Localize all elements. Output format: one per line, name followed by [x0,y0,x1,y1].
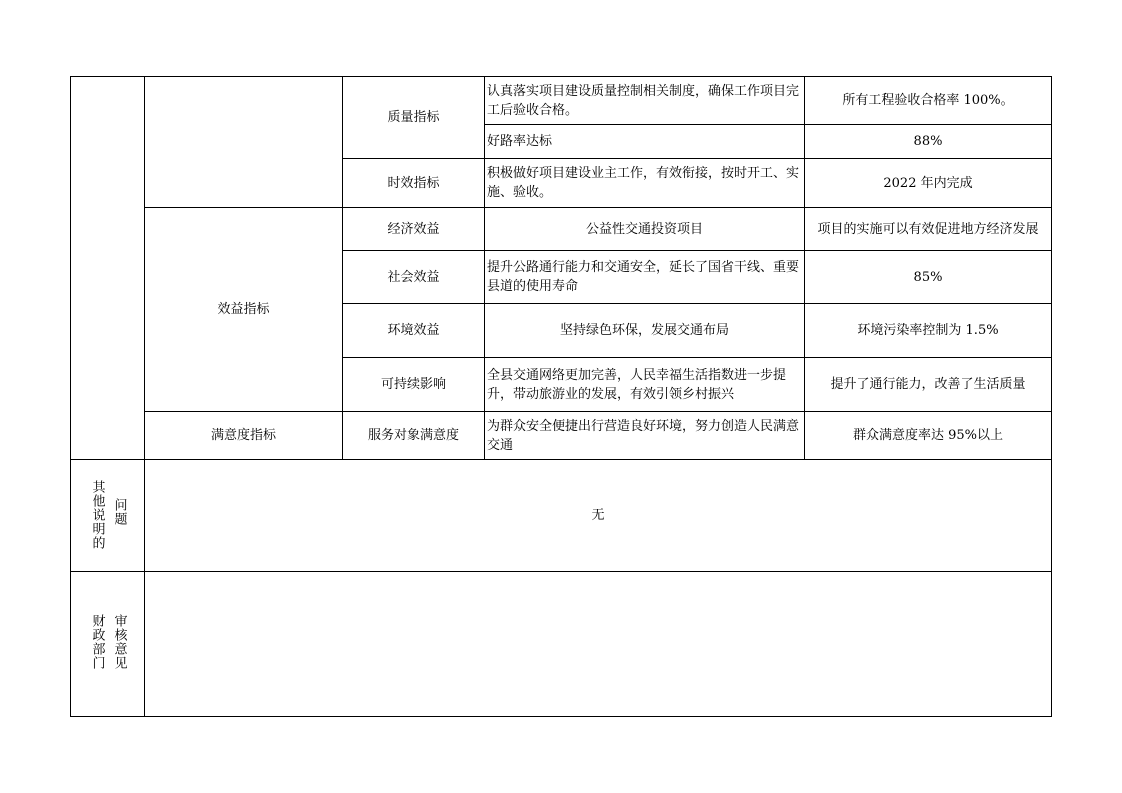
quality-content-2: 好路率达标 [487,134,553,149]
benefit-group-label: 效益指标 [217,302,270,317]
other-notes-label-part1: 其他说明的 [89,480,105,550]
timeliness-category: 时效指标 [387,175,440,191]
sustainable-value: 提升了通行能力，改善了生活质量 [830,377,1026,392]
quality-value-2: 88% [913,134,943,149]
economic-category: 经济效益 [387,221,440,237]
satisfaction-group-label: 满意度指标 [210,428,276,443]
environment-content: 坚持绿色环保，发展交通布局 [559,323,729,338]
other-notes-value: 无 [591,508,605,523]
satisfaction-category: 服务对象满意度 [367,428,459,443]
economic-content: 公益性交通投资项目 [585,221,703,237]
environment-category: 环境效益 [387,323,440,338]
environment-value: 环境污染率控制为 1.5% [857,323,999,338]
timeliness-value: 2022 年内完成 [883,175,973,191]
quality-category: 质量指标 [387,110,440,125]
satisfaction-content: 为群众安全便捷出行营造良好环境，努力创造人民满意交通 [487,418,800,453]
social-content: 提升公路通行能力和交通安全，延长了国省干线、重要县道的使用寿命 [487,260,800,294]
quality-content-1: 认真落实项目建设质量控制相关制度，确保工作项目完工后验收合格。 [487,83,800,118]
other-notes-label [71,460,144,571]
other-notes-label-part2: 问题 [111,498,127,526]
economic-value: 项目的实施可以有效促进地方经济发展 [817,221,1039,237]
sustainable-category: 可持续影响 [380,377,446,392]
social-value: 85% [913,269,943,285]
sustainable-content: 全县交通网络更加完善，人民幸福生活指数进一步提升，带动旅游业的发展，有效引领乡村振兴 [487,367,787,402]
finance-review-label-part1: 财政部门 [89,614,105,670]
timeliness-content: 积极做好项目建设业主工作，有效衔接，按时开工、实施、验收。 [487,166,800,200]
quality-value-1: 所有工程验收合格率 100%。 [842,93,1014,108]
social-category: 社会效益 [387,269,440,285]
finance-review-label [71,572,144,716]
finance-review-value [145,572,1051,716]
finance-review-label-part2: 审核意见 [111,614,127,670]
satisfaction-value: 群众满意度率达 95%以上 [852,428,1004,443]
